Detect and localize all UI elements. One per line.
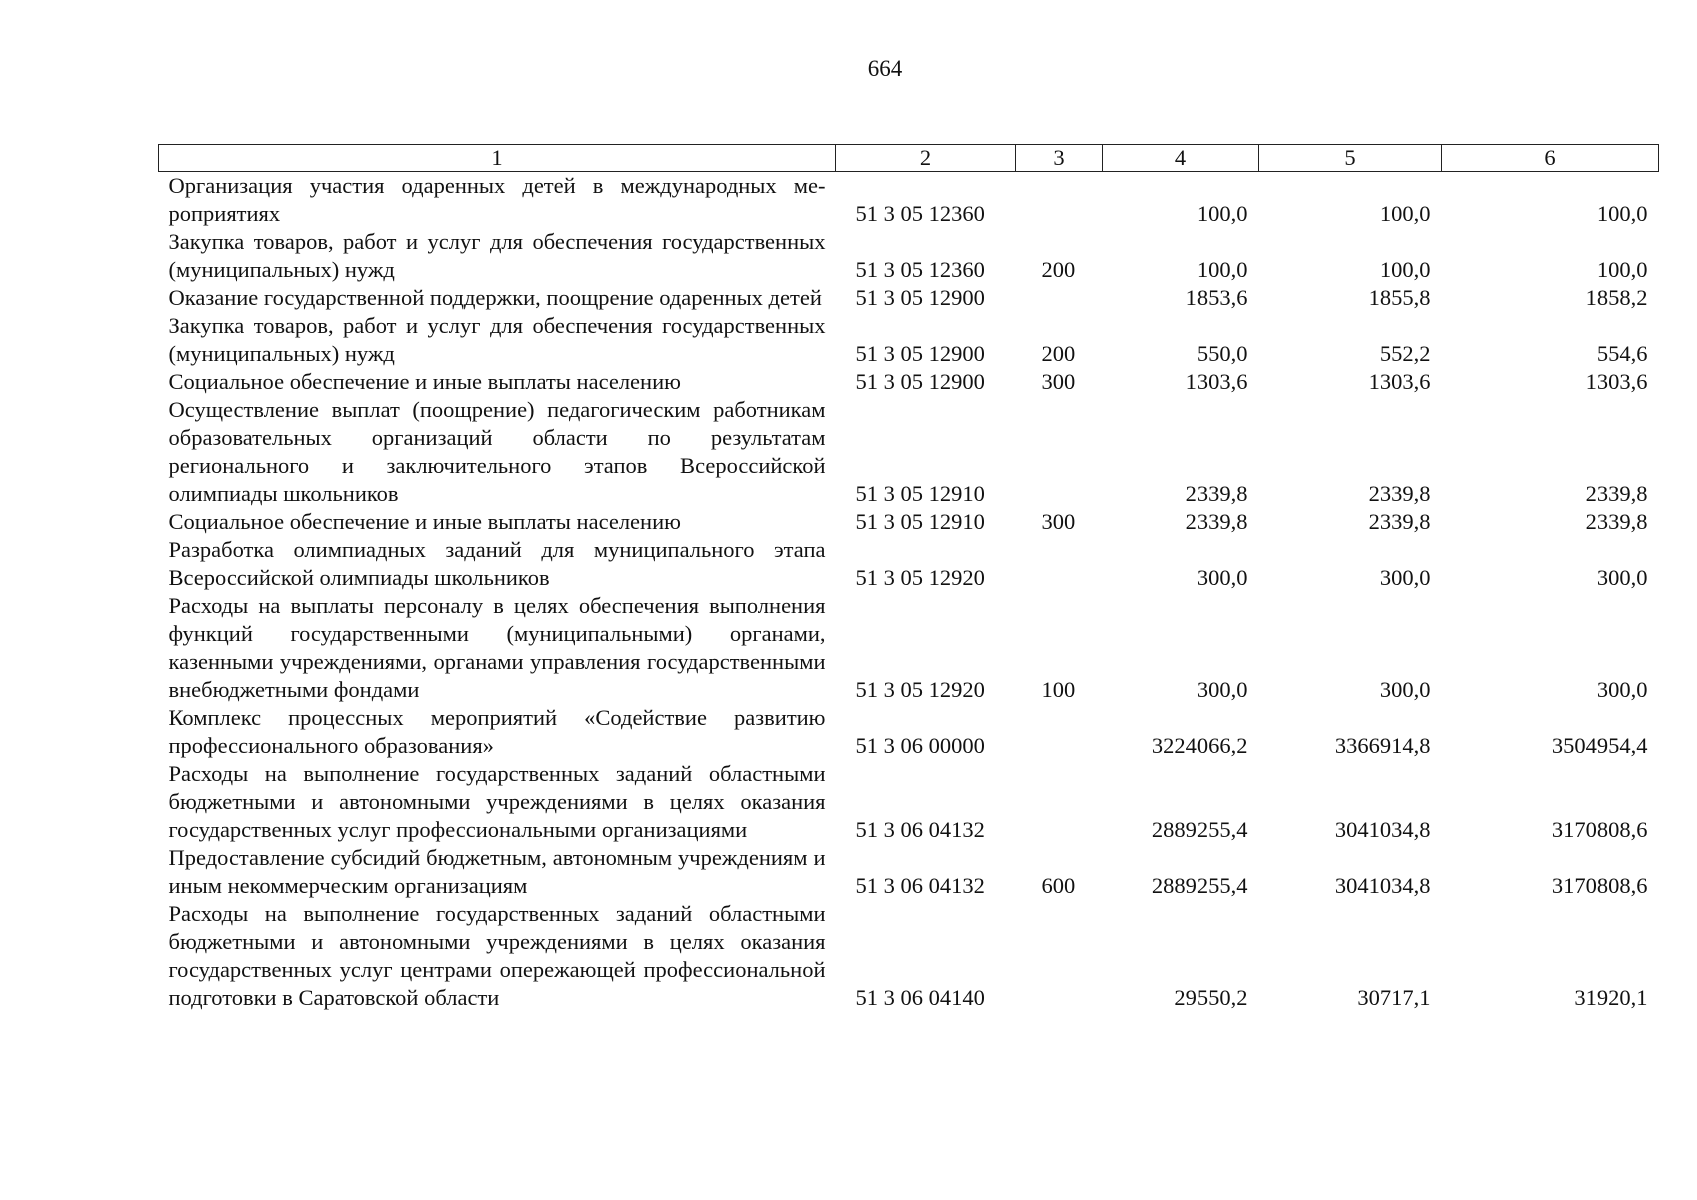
row-name: Закупка товаров, работ и услуг для обеспечения государственных (муниципальных) нужд bbox=[168, 313, 826, 366]
row-value-3: 31920,1 bbox=[1574, 985, 1648, 1010]
table-row bbox=[159, 284, 1659, 312]
row-type: 200 bbox=[1041, 341, 1076, 366]
table-row bbox=[159, 536, 1659, 592]
table-row bbox=[159, 592, 1659, 704]
row-code: 51 3 05 12900 bbox=[855, 369, 985, 394]
row-name: Закупка товаров, работ и услуг для обеспечения государственных (муниципальных) нужд bbox=[168, 229, 826, 282]
column-header-2: 2 bbox=[836, 145, 1016, 172]
row-code: 51 3 05 12910 bbox=[855, 481, 985, 506]
row-value-3: 100,0 bbox=[1596, 257, 1648, 282]
budget-table bbox=[158, 144, 1659, 1012]
row-value-2: 100,0 bbox=[1379, 257, 1431, 282]
row-code: 51 3 05 12900 bbox=[855, 341, 985, 366]
row-value-3: 2339,8 bbox=[1585, 481, 1648, 506]
row-code: 51 3 06 00000 bbox=[855, 733, 985, 758]
row-name: Социальное обеспечение и иные выплаты населению bbox=[168, 369, 681, 394]
row-value-1: 2889255,4 bbox=[1151, 873, 1248, 898]
row-code: 51 3 06 04132 bbox=[855, 817, 985, 842]
row-value-2: 2339,8 bbox=[1368, 481, 1431, 506]
row-value-3: 554,6 bbox=[1596, 341, 1648, 366]
row-code: 51 3 05 12920 bbox=[855, 677, 985, 702]
row-value-2: 1303,6 bbox=[1368, 369, 1431, 394]
row-code: 51 3 05 12360 bbox=[855, 257, 985, 282]
row-type bbox=[1016, 900, 1103, 1012]
row-name: Расходы на выполнение государственных заданий областными бюджетными и автономными учреждениями в целях оказания государственных услуг профессиональными организациями bbox=[168, 761, 826, 842]
table-row bbox=[159, 312, 1659, 368]
row-type bbox=[1016, 396, 1103, 508]
column-header-6: 6 bbox=[1442, 145, 1659, 172]
table-row bbox=[159, 900, 1659, 1012]
row-value-1: 29550,2 bbox=[1174, 985, 1248, 1010]
row-name: Организация участия одаренных детей в международных мероприятиях bbox=[168, 173, 826, 226]
table-row bbox=[159, 368, 1659, 396]
row-code: 51 3 05 12910 bbox=[855, 509, 985, 534]
row-value-2: 300,0 bbox=[1379, 677, 1431, 702]
row-value-1: 300,0 bbox=[1196, 565, 1248, 590]
page-number: 664 bbox=[867, 56, 903, 81]
row-type bbox=[1016, 172, 1103, 229]
column-header-1: 1 bbox=[159, 145, 836, 172]
row-value-3: 3504954,4 bbox=[1551, 733, 1648, 758]
row-value-2: 1855,8 bbox=[1368, 285, 1431, 310]
table-row bbox=[159, 760, 1659, 844]
row-value-2: 3041034,8 bbox=[1334, 817, 1431, 842]
row-type: 100 bbox=[1041, 677, 1076, 702]
row-value-1: 2339,8 bbox=[1185, 509, 1248, 534]
row-value-1: 2889255,4 bbox=[1151, 817, 1248, 842]
table-row bbox=[159, 844, 1659, 900]
row-value-2: 552,2 bbox=[1379, 341, 1431, 366]
row-value-3: 3170808,6 bbox=[1551, 817, 1648, 842]
row-code: 51 3 06 04132 bbox=[855, 873, 985, 898]
row-value-1: 1303,6 bbox=[1185, 369, 1248, 394]
row-code: 51 3 05 12900 bbox=[855, 285, 985, 310]
row-value-3: 3170808,6 bbox=[1551, 873, 1648, 898]
table-row bbox=[159, 704, 1659, 760]
row-name: Разработка олимпиадных заданий для муниципального этапа Всероссийской олимпиады школьников bbox=[168, 537, 826, 590]
row-type bbox=[1016, 760, 1103, 844]
row-value-3: 100,0 bbox=[1596, 201, 1648, 226]
row-type: 300 bbox=[1041, 509, 1076, 534]
row-value-2: 100,0 bbox=[1379, 201, 1431, 226]
row-code: 51 3 05 12360 bbox=[855, 201, 985, 226]
table-row bbox=[159, 228, 1659, 284]
row-type bbox=[1016, 284, 1103, 312]
header-row bbox=[159, 145, 1659, 172]
row-value-2: 3366914,8 bbox=[1334, 733, 1431, 758]
column-header-3: 3 bbox=[1016, 145, 1103, 172]
row-value-1: 3224066,2 bbox=[1151, 733, 1248, 758]
column-header-5: 5 bbox=[1259, 145, 1442, 172]
row-type bbox=[1016, 536, 1103, 592]
row-type: 600 bbox=[1041, 873, 1076, 898]
row-name: Расходы на выплаты персоналу в целях обеспечения выполнения функций государственными (муниципальными) органами, казенными учреждениями, органами управления государственными внебюджетными фондами bbox=[168, 593, 826, 702]
column-header-4: 4 bbox=[1103, 145, 1259, 172]
row-type: 300 bbox=[1041, 369, 1076, 394]
row-value-3: 2339,8 bbox=[1585, 509, 1648, 534]
row-value-1: 300,0 bbox=[1196, 677, 1248, 702]
row-name: Расходы на выполнение государственных заданий областными бюджетными и автономными учреждениями в целях оказания государственных услуг центрами опережающей профессиональной подготовки в Саратовской области bbox=[168, 901, 826, 1010]
row-name: Социальное обеспечение и иные выплаты населению bbox=[168, 509, 681, 534]
row-value-2: 2339,8 bbox=[1368, 509, 1431, 534]
row-value-3: 300,0 bbox=[1596, 677, 1648, 702]
row-value-3: 1858,2 bbox=[1585, 285, 1648, 310]
row-code: 51 3 05 12920 bbox=[855, 565, 985, 590]
row-value-1: 550,0 bbox=[1196, 341, 1248, 366]
row-type bbox=[1016, 704, 1103, 760]
row-type: 200 bbox=[1041, 257, 1076, 282]
row-value-3: 300,0 bbox=[1596, 565, 1648, 590]
row-value-3: 1303,6 bbox=[1585, 369, 1648, 394]
row-value-2: 3041034,8 bbox=[1334, 873, 1431, 898]
table-row bbox=[159, 396, 1659, 508]
row-code: 51 3 06 04140 bbox=[855, 985, 985, 1010]
row-name: Комплекс процессных мероприятий «Содействие развитию профессионального образования» bbox=[168, 705, 826, 758]
row-name: Предоставление субсидий бюджетным, автономным учреждениям и иным некоммерческим организациям bbox=[168, 845, 826, 898]
table-row bbox=[159, 172, 1659, 229]
row-value-1: 100,0 bbox=[1196, 201, 1248, 226]
row-name: Осуществление выплат (поощрение) педагогическим работникам образовательных организаций области по результатам регионального и заключительного этапов Всероссийской олимпиады школьников bbox=[168, 397, 826, 506]
row-name: Оказание государственной поддержки, поощрение одаренных детей bbox=[168, 285, 822, 310]
row-value-1: 2339,8 bbox=[1185, 481, 1248, 506]
table-row bbox=[159, 508, 1659, 536]
row-value-1: 1853,6 bbox=[1185, 285, 1248, 310]
row-value-1: 100,0 bbox=[1196, 257, 1248, 282]
row-value-2: 300,0 bbox=[1379, 565, 1431, 590]
row-value-2: 30717,1 bbox=[1357, 985, 1431, 1010]
